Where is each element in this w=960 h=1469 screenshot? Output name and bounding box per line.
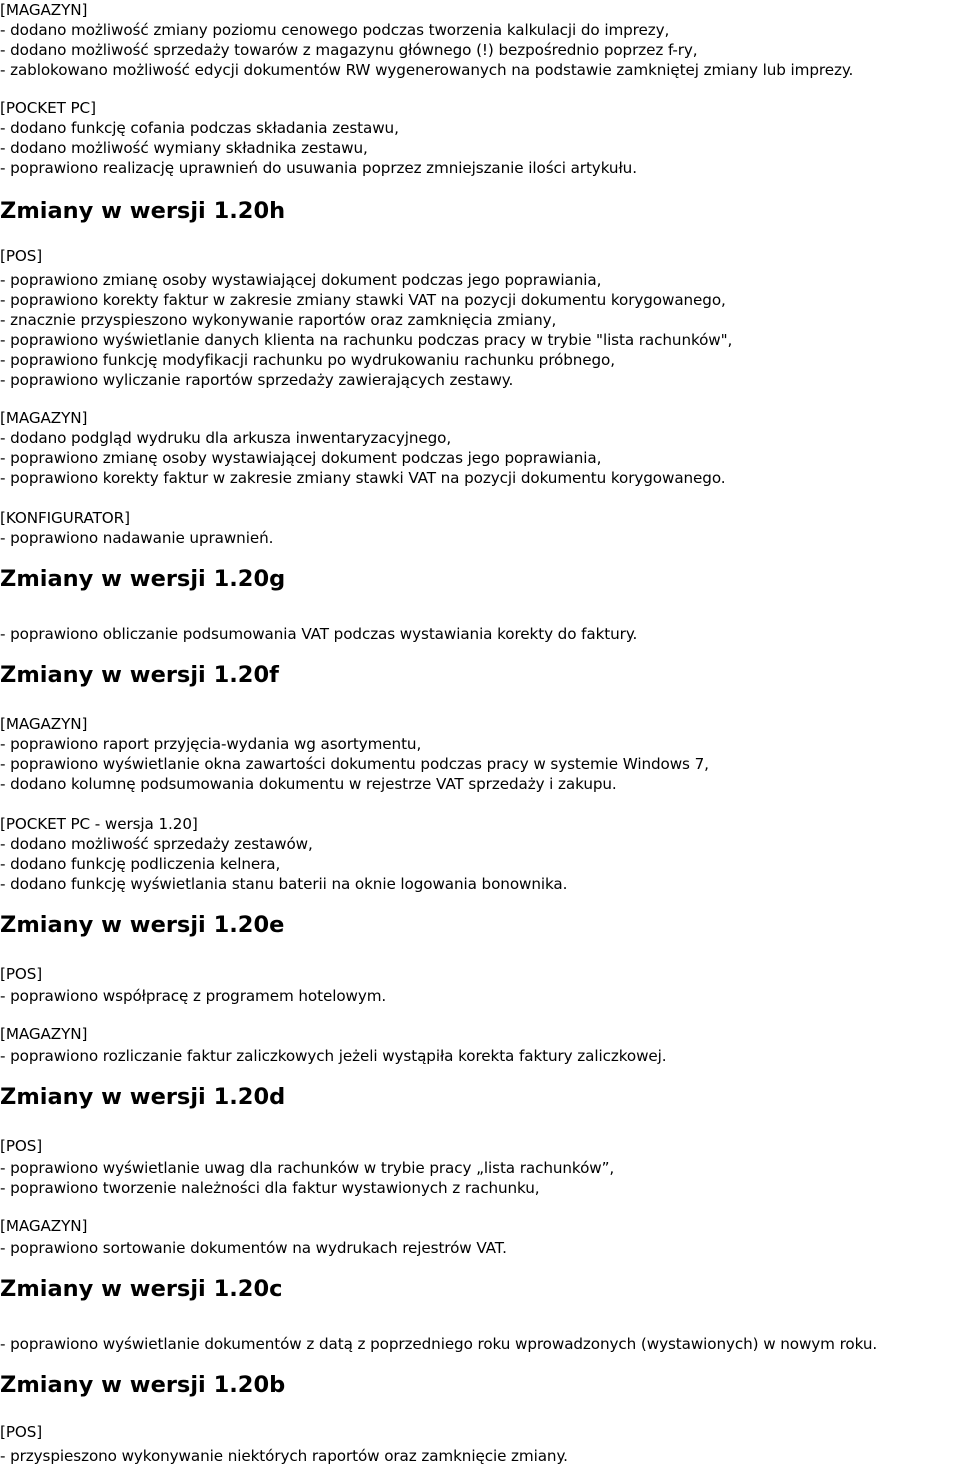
changelog-line: - poprawiono tworzenie należności dla faktur wystawionych z rachunku, <box>0 1179 540 1197</box>
changelog-line: - poprawiono wyświetlanie dokumentów z datą z poprzedniego roku wprowadzonych (wystawionych) w nowym roku. <box>0 1335 878 1353</box>
changelog-line: - zablokowano możliwość edycji dokumentów RW wygenerowanych na podstawie zamkniętej zmiany lub imprezy. <box>0 61 854 79</box>
changelog-line: - znacznie przyspieszono wykonywanie raportów oraz zamknięcia zmiany, <box>0 311 557 329</box>
version-heading: Zmiany w wersji 1.20b <box>0 1372 286 1398</box>
version-heading: Zmiany w wersji 1.20f <box>0 662 279 688</box>
changelog-line: - poprawiono wyliczanie raportów sprzedaży zawierających zestawy. <box>0 371 514 389</box>
version-heading: Zmiany w wersji 1.20c <box>0 1276 283 1302</box>
changelog-line: - dodano funkcję cofania podczas składania zestawu, <box>0 119 399 137</box>
section-tag: [POS] <box>0 247 43 265</box>
section-tag: [POS] <box>0 965 43 983</box>
changelog-line: - dodano funkcję podliczenia kelnera, <box>0 855 281 873</box>
changelog-line: - poprawiono zmianę osoby wystawiającej dokument podczas jego poprawiania, <box>0 449 602 467</box>
changelog-line: - poprawiono wyświetlanie okna zawartości dokumentu podczas pracy w systemie Windows 7, <box>0 755 709 773</box>
changelog-line: - poprawiono zmianę osoby wystawiającej dokument podczas jego poprawiania, <box>0 271 602 289</box>
section-tag: [MAGAZYN] <box>0 1025 88 1043</box>
changelog-line: - poprawiono realizację uprawnień do usuwania poprzez zmniejszanie ilości artykułu. <box>0 159 637 177</box>
changelog-line: - przyspieszono wykonywanie niektórych raportów oraz zamknięcie zmiany. <box>0 1447 568 1465</box>
version-heading: Zmiany w wersji 1.20e <box>0 912 285 938</box>
section-tag: [POS] <box>0 1137 43 1155</box>
section-tag: [POS] <box>0 1423 43 1441</box>
version-heading: Zmiany w wersji 1.20h <box>0 198 286 224</box>
changelog-line: - poprawiono wyświetlanie uwag dla rachunków w trybie pracy „lista rachunków”, <box>0 1159 615 1177</box>
version-heading: Zmiany w wersji 1.20d <box>0 1084 286 1110</box>
changelog-line: - poprawiono nadawanie uprawnień. <box>0 529 274 547</box>
changelog-line: - dodano kolumnę podsumowania dokumentu w rejestrze VAT sprzedaży i zakupu. <box>0 775 617 793</box>
changelog-line: - poprawiono sortowanie dokumentów na wydrukach rejestrów VAT. <box>0 1239 507 1257</box>
section-tag: [KONFIGURATOR] <box>0 509 130 527</box>
changelog-line: - poprawiono obliczanie podsumowania VAT podczas wystawiania korekty do faktury. <box>0 625 638 643</box>
changelog-line: - poprawiono korekty faktur w zakresie zmiany stawki VAT na pozycji dokumentu korygowanego. <box>0 469 726 487</box>
changelog-line: - dodano funkcję wyświetlania stanu baterii na oknie logowania bonownika. <box>0 875 568 893</box>
changelog-line: - dodano możliwość wymiany składnika zestawu, <box>0 139 368 157</box>
version-heading: Zmiany w wersji 1.20g <box>0 566 286 592</box>
changelog-line: - poprawiono korekty faktur w zakresie zmiany stawki VAT na pozycji dokumentu korygowanego, <box>0 291 726 309</box>
changelog-line: - dodano podgląd wydruku dla arkusza inwentaryzacyjnego, <box>0 429 452 447</box>
section-tag: [MAGAZYN] <box>0 715 88 733</box>
changelog-line: - poprawiono funkcję modyfikacji rachunku po wydrukowaniu rachunku próbnego, <box>0 351 615 369</box>
section-tag: [MAGAZYN] <box>0 409 88 427</box>
section-tag: [POCKET PC] <box>0 99 96 117</box>
section-tag: [MAGAZYN] <box>0 1 88 19</box>
changelog-line: - poprawiono wyświetlanie danych klienta na rachunku podczas pracy w trybie "lista rachunków", <box>0 331 733 349</box>
section-tag: [MAGAZYN] <box>0 1217 88 1235</box>
changelog-line: - dodano możliwość sprzedaży towarów z magazynu głównego (!) bezpośrednio poprzez f-ry, <box>0 41 698 59</box>
section-tag: [POCKET PC - wersja 1.20] <box>0 815 198 833</box>
changelog-line: - poprawiono raport przyjęcia-wydania wg asortymentu, <box>0 735 422 753</box>
changelog-line: - dodano możliwość sprzedaży zestawów, <box>0 835 313 853</box>
changelog-line: - poprawiono rozliczanie faktur zaliczkowych jeżeli wystąpiła korekta faktury zaliczkowej. <box>0 1047 667 1065</box>
changelog-line: - poprawiono współpracę z programem hotelowym. <box>0 987 387 1005</box>
changelog-line: - dodano możliwość zmiany poziomu cenowego podczas tworzenia kalkulacji do imprezy, <box>0 21 670 39</box>
